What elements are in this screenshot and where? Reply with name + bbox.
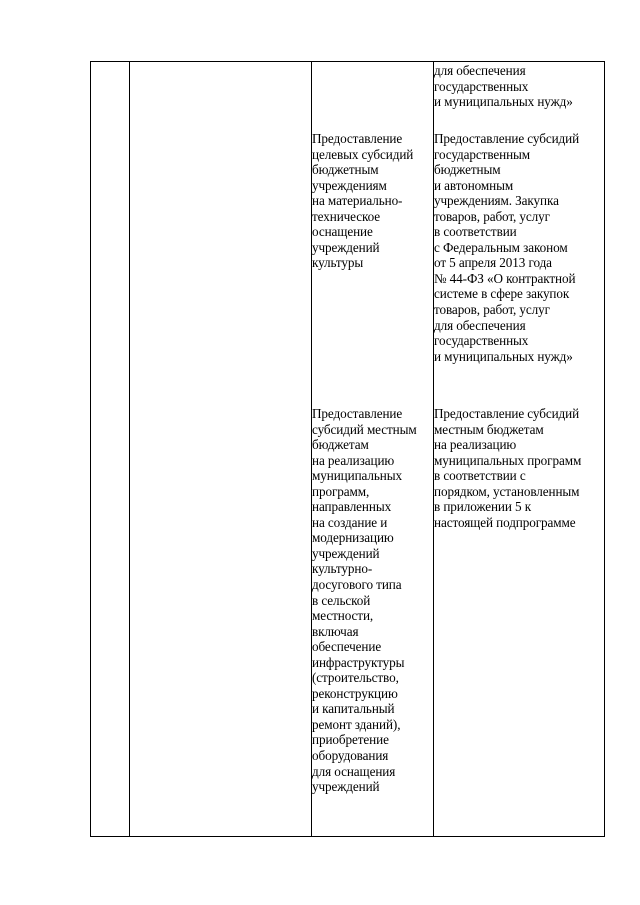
row2-col3-text: Предоставление целевых субсидий бюджетным учреждениям на материально- техническое оснащение учреждений культуры <box>312 131 414 271</box>
column-divider-1 <box>129 62 130 836</box>
row3-col3-text: Предоставление субсидий местным бюджетам на реализацию муниципальных программ, направленных на создание и модернизацию учреждений культурно- досугового типа в сельской местности, включая обеспечение инфраструктуры (строительство, реконструкцию и капитальный ремонт зданий), приобретение оборудования для оснащения учреждений <box>312 406 417 795</box>
table <box>90 61 605 837</box>
row3-col4-text: Предоставление субсидий местным бюджетам на реализацию муниципальных программ в соответствии с порядком, установленным в приложении 5 к настоящей подпрограмме <box>434 406 582 530</box>
row2-col4-text: Предоставление субсидий государственным бюджетным и автономным учреждениям. Закупка товаров, работ, услуг в соответствии с Федеральным законом от 5 апреля 2013 года № 44-ФЗ «О контрактной системе в сфере закупок товаров, работ, услуг для обеспечения государственных и муниципальных нужд» <box>434 131 580 364</box>
row1-col4-text: для обеспечения государственных и муниципальных нужд» <box>434 63 573 110</box>
